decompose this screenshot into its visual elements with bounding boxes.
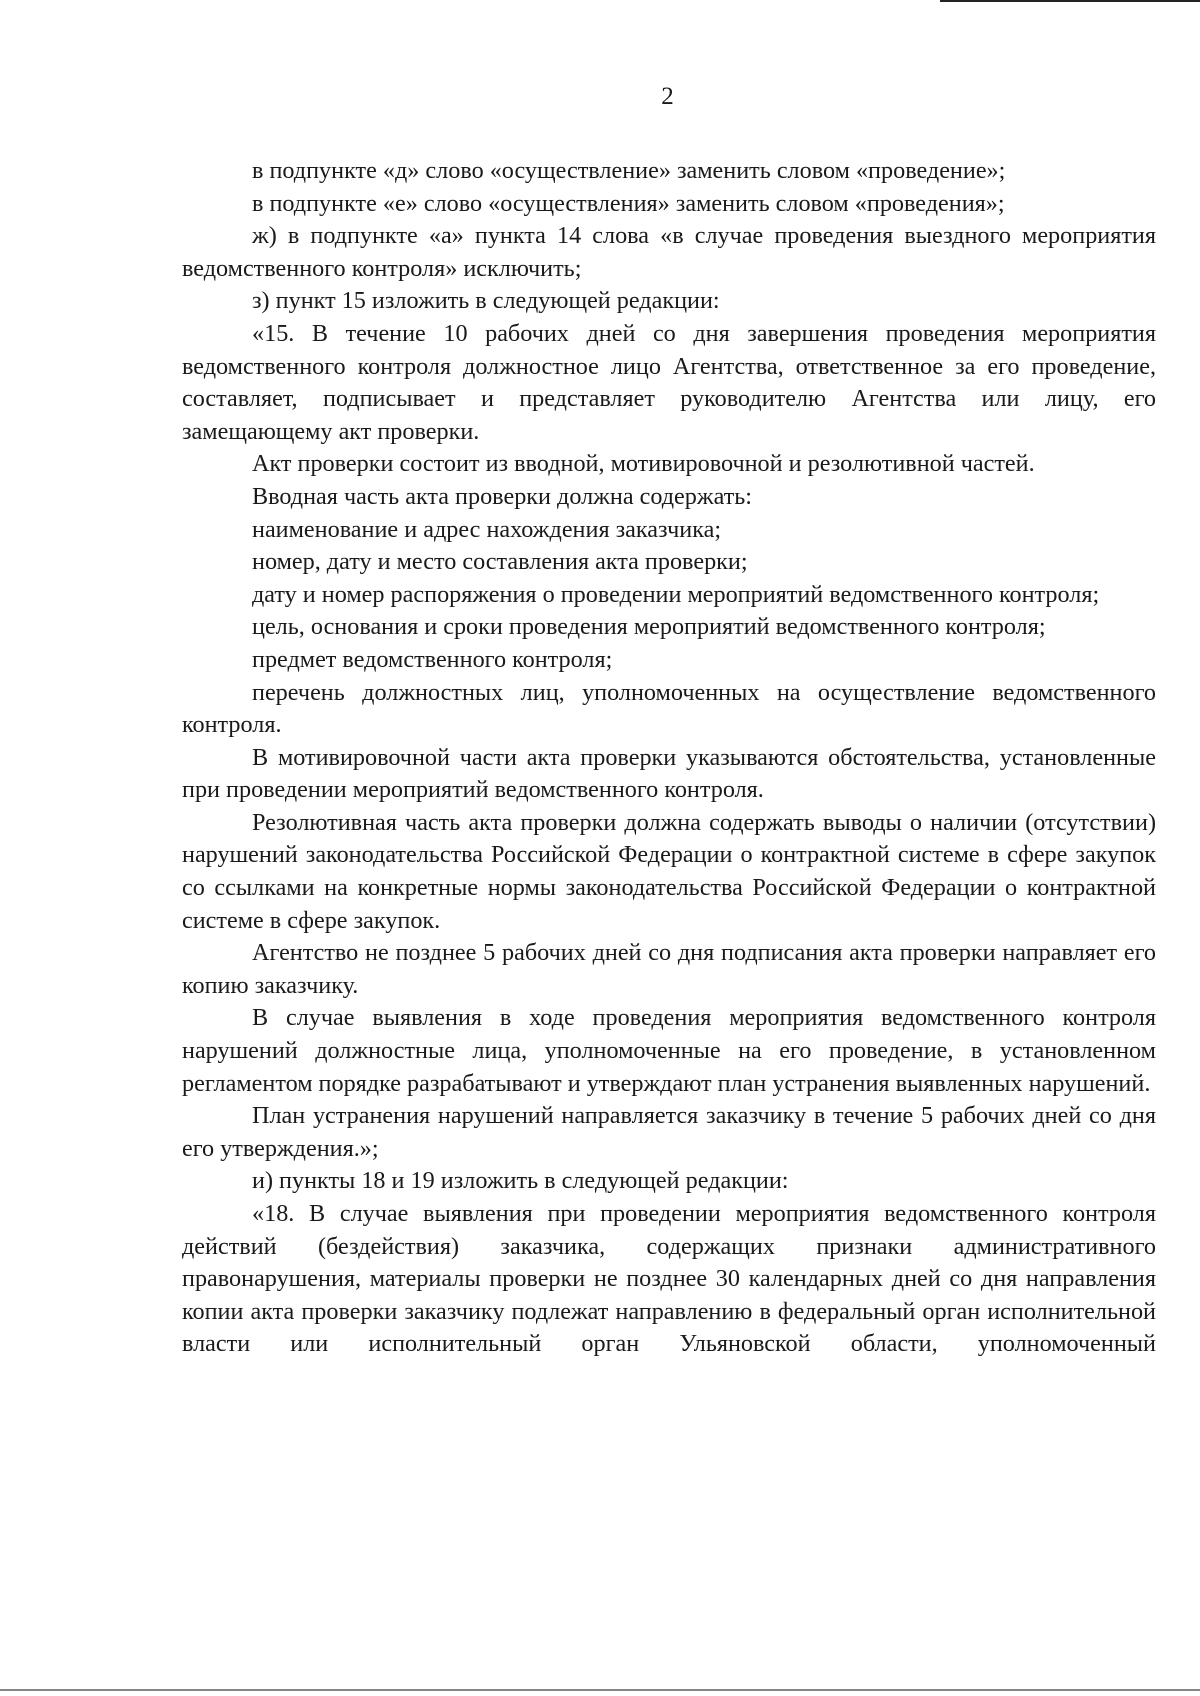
paragraph: Агентство не позднее 5 рабочих дней со дня подписания акта проверки направляет его копию заказчику. <box>182 939 1156 999</box>
paragraph: План устранения нарушений направляется заказчику в течение 5 рабочих дней со дня его утверждения.»; <box>182 1102 1156 1162</box>
paragraph: цель, основания и сроки проведения мероприятий ведомственного контроля; <box>252 613 1046 641</box>
paragraph: предмет ведомственного контроля; <box>252 645 613 673</box>
paragraph: Вводная часть акта проверки должна содержать: <box>252 482 753 510</box>
paragraph: в подпункте «д» слово «осуществление» заменить словом «проведение»; <box>252 157 1006 184</box>
page-number: 2 <box>661 83 674 110</box>
paragraph: «18. В случае выявления при проведении мероприятия ведомственного контроля действий (бездействия) заказчика, содержащих признаки административного правонарушения, материалы проверки не позднее 30 календарных дней со дня направления копии акта проверки заказчику подлежат направлению в федеральный орган исполнительной власти или исполнительный орган Ульяновской области, уполномоченный <box>182 1200 1156 1358</box>
paragraph: В мотивировочной части акта проверки указываются обстоятельства, установленные при проведении мероприятий ведомственного контроля. <box>182 743 1156 804</box>
scan-edge-bottom <box>0 1689 1200 1691</box>
document-body <box>182 155 1156 1361</box>
paragraph: ж) в подпункте «а» пункта 14 слова «в случае проведения выездного мероприятия ведомственного контроля» исключить; <box>182 222 1156 282</box>
paragraph: наименование и адрес нахождения заказчика; <box>252 515 722 543</box>
paragraph: Акт проверки состоит из вводной, мотивировочной и резолютивной частей. <box>252 450 1035 478</box>
paragraph: в подпункте «е» слово «осуществления» заменить словом «проведения»; <box>252 189 1005 217</box>
paragraph: номер, дату и место составления акта проверки; <box>252 548 748 576</box>
paragraph: перечень должностных лиц, уполномоченных на осуществление ведомственного контроля. <box>182 678 1156 739</box>
paragraph: Резолютивная часть акта проверки должна содержать выводы о наличии (отсутствии) нарушений законодательства Российской Федерации о контрактной системе в сфере закупок со ссылками на конкретные нормы законодательства Российской Федерации о контрактной системе в сфере закупок. <box>182 808 1156 934</box>
paragraph: и) пункты 18 и 19 изложить в следующей редакции: <box>252 1167 789 1195</box>
scan-edge-top <box>940 0 1200 2</box>
paragraph: з) пункт 15 изложить в следующей редакции: <box>252 287 720 315</box>
paragraph: дату и номер распоряжения о проведении мероприятий ведомственного контроля; <box>252 580 1100 608</box>
paragraph: «15. В течение 10 рабочих дней со дня завершения проведения мероприятия ведомственного контроля должностное лицо Агентства, ответственное за его проведение, составляет, подписывает и представляет руководителю Агентства или лицу, его замещающему акт проверки. <box>182 319 1156 445</box>
paragraph: В случае выявления в ходе проведения мероприятия ведомственного контроля нарушений должностные лица, уполномоченные на его проведение, в установленном регламентом порядке разрабатывают и утверждают план устранения выявленных нарушений. <box>182 1004 1156 1097</box>
